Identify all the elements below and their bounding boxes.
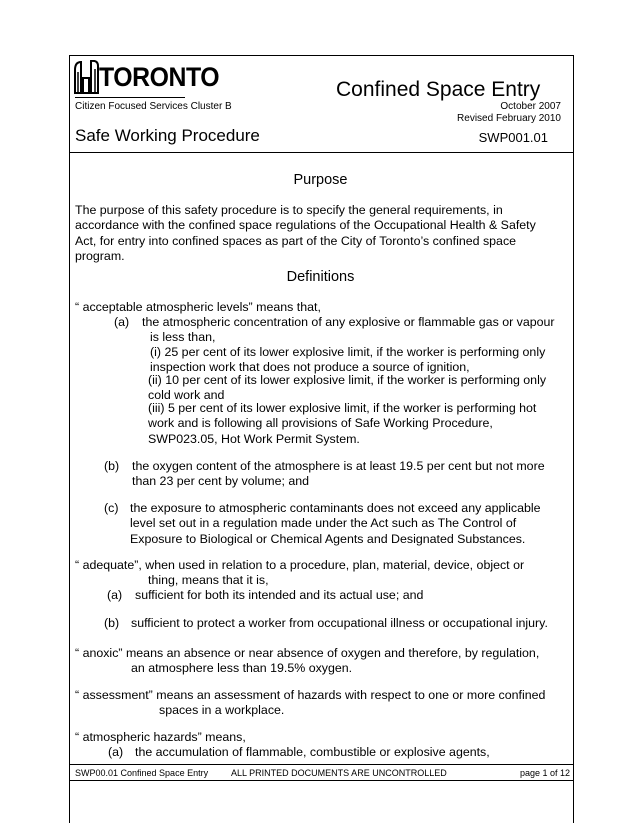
purpose-paragraph (75, 203, 536, 264)
text-line: an atmosphere less than 19.5% oxygen. (131, 661, 353, 675)
text-line: (i) 25 per cent of its lower explosive limit, if the worker is performing only (150, 345, 546, 359)
text-line: program. (75, 248, 125, 263)
definition-intro: means that, (256, 300, 321, 314)
text-line: the exposure to atmospheric contaminants does not exceed any applicable (130, 501, 541, 515)
document-title: Confined Space Entry (336, 78, 541, 101)
text-line: The purpose of this safety procedure is to specify the general requirements, in (75, 203, 503, 217)
list-label: (a) (107, 588, 123, 602)
definition-anoxic (75, 646, 539, 660)
definition-acceptable-atmospheric-levels (75, 300, 321, 314)
text-line: level set out in a regulation made under the Act such as The Control of (130, 516, 517, 531)
text-line: spaces in a workplace. (159, 703, 285, 717)
list-subitem (148, 373, 546, 404)
list-label: (b) (104, 459, 120, 473)
text-line: work and is following all provisions of Safe Working Procedure, (148, 416, 493, 431)
logo-underline (75, 97, 185, 98)
list-item: sufficient for both its intended and its actual use; and (135, 588, 424, 602)
definition-text: means an assessment of hazards with respect to one or more confined (156, 688, 546, 702)
definition-term: “ anoxic” (75, 646, 123, 660)
definitions-heading: Definitions (286, 269, 355, 285)
text-line: accordance with the confined space regulations of the Occupational Health & Safety (75, 218, 536, 233)
list-subitem (148, 401, 536, 447)
definition-term: “ adequate” (75, 558, 139, 572)
list-label: (a) (108, 745, 124, 759)
document-number: SWP001.01 (478, 130, 548, 145)
logo-wordmark: TORONTO (99, 62, 220, 92)
footer-page-number: page 1 of 12 (519, 768, 570, 778)
text-line: than 23 per cent by volume; and (132, 474, 310, 489)
text-line: thing, means that it is, (148, 573, 269, 587)
definition-adequate (75, 558, 524, 572)
definition-term: “ atmospheric hazards” (75, 730, 202, 744)
text-line: cold work and (148, 388, 225, 403)
procedure-label: Safe Working Procedure (75, 126, 260, 145)
list-item: sufficient to protect a worker from occupational illness or occupational injury. (131, 616, 548, 630)
list-label: (a) (114, 315, 130, 329)
text-line: the atmospheric concentration of any explosive or flammable gas or vapour (142, 315, 555, 329)
definition-intro: means, (205, 730, 246, 744)
revised-date: Revised February 2010 (457, 113, 561, 124)
cluster-name: Citizen Focused Services Cluster B (75, 101, 232, 112)
list-subitem (150, 345, 545, 376)
text-line: the oxygen content of the atmosphere is at least 19.5 per cent but not more (132, 459, 545, 473)
text-line: (iii) 5 per cent of its lower explosive limit, if the worker is performing hot (148, 401, 537, 415)
list-item (132, 459, 545, 490)
definition-assessment (75, 688, 545, 702)
definition-intro: , when used in relation to a procedure, plan, material, device, object or (138, 558, 525, 572)
definition-term: “ assessment” (75, 688, 153, 702)
text-line: Act, for entry into confined spaces as part of the City of Toronto’s confined space (75, 233, 517, 248)
list-label: (c) (104, 501, 119, 515)
footer-bottom-divider (69, 780, 574, 781)
definition-term: “ acceptable atmospheric levels” (75, 300, 253, 314)
footer-top-divider (69, 764, 574, 765)
footer-document-name: SWP00.01 Confined Space Entry (75, 768, 209, 778)
document-date: October 2007 (500, 101, 561, 112)
list-label: (b) (104, 616, 120, 630)
footer-notice: ALL PRINTED DOCUMENTS ARE UNCONTROLLED (231, 768, 447, 778)
definition-text: means an absence or near absence of oxygen and therefore, by regulation, (125, 646, 540, 660)
text-line: Exposure to Biological or Chemical Agents and Designated Substances. (130, 531, 526, 546)
definition-atmospheric-hazards (75, 730, 246, 744)
text-line: inspection work that does not produce a source of ignition, (150, 360, 470, 375)
list-item (142, 315, 555, 346)
purpose-heading: Purpose (293, 172, 348, 188)
text-line: is less than, (150, 330, 216, 345)
header-divider (69, 152, 574, 153)
list-item: the accumulation of flammable, combustible or explosive agents, (135, 745, 490, 759)
toronto-city-hall-logo-icon (74, 60, 100, 94)
text-line: (ii) 10 per cent of its lower explosive limit, if the worker is performing only (148, 373, 547, 387)
list-item (130, 501, 541, 547)
text-line: SWP023.05, Hot Work Permit System. (148, 431, 360, 446)
